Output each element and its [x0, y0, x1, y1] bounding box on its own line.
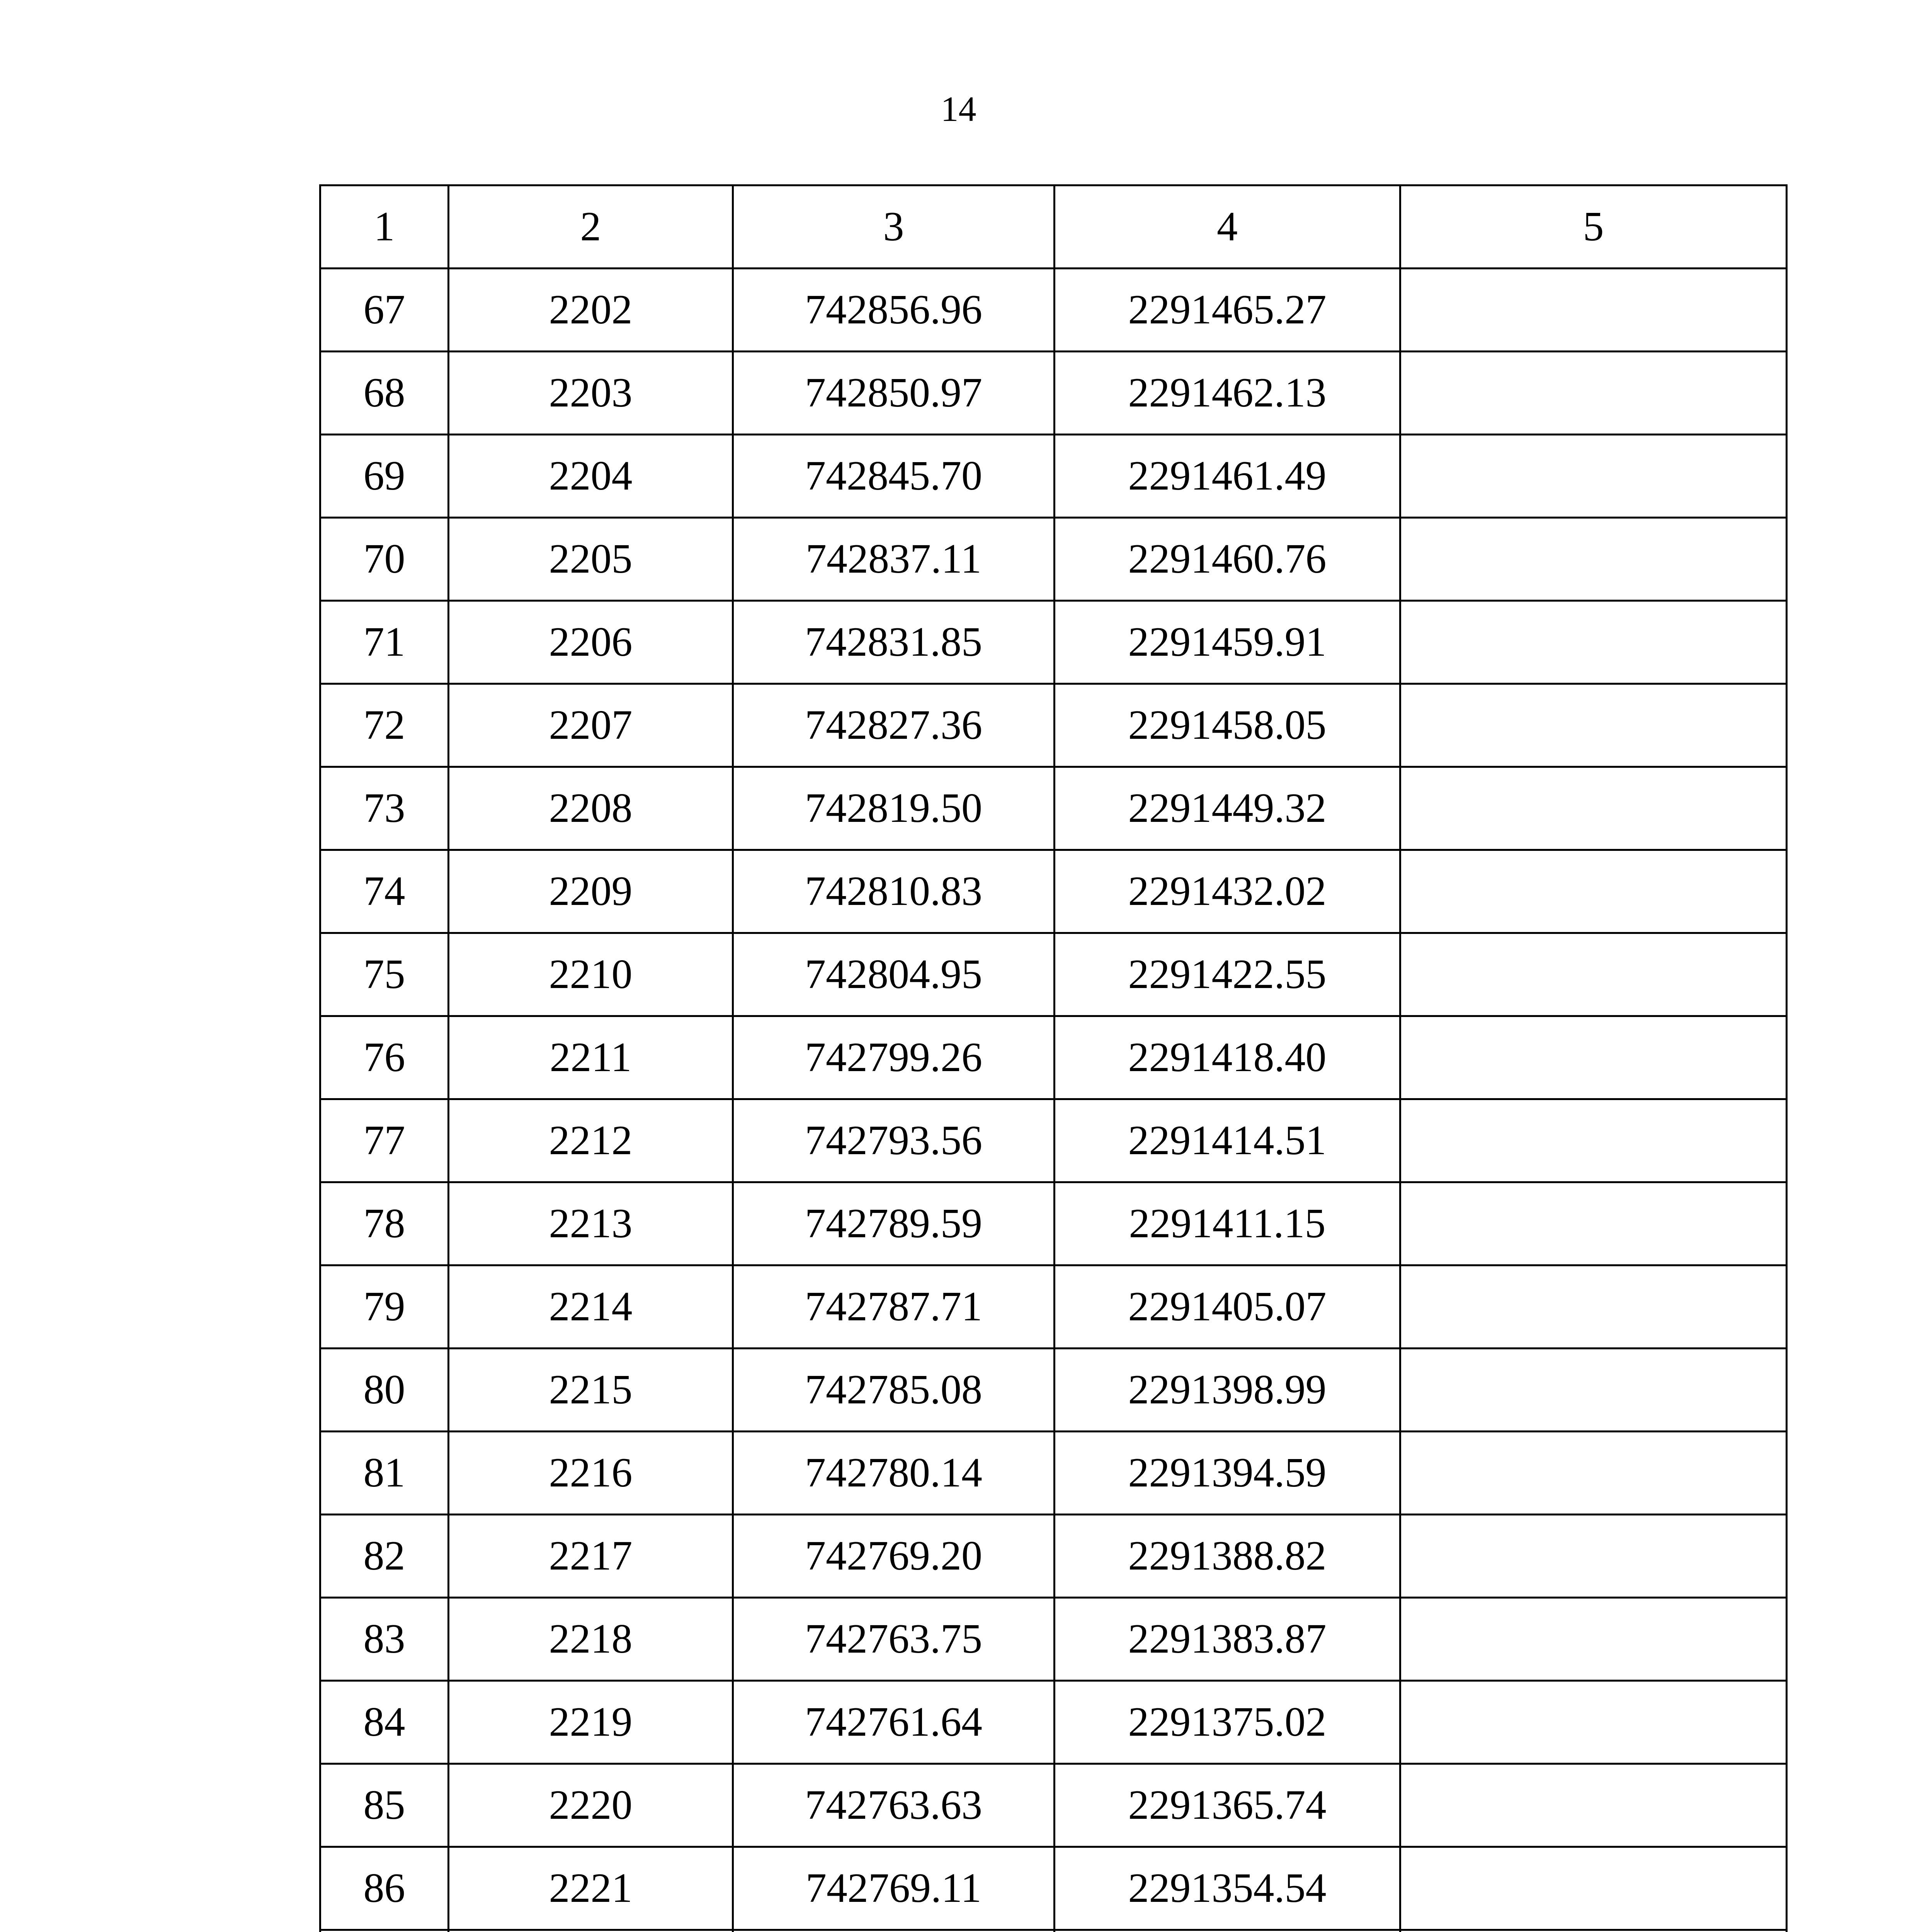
- x-coordinate-cell: 742789.59: [733, 1182, 1055, 1265]
- row-number-cell: 82: [320, 1515, 449, 1598]
- row-number-cell: 75: [320, 933, 449, 1016]
- coordinates-table: [319, 184, 1788, 1932]
- table-row: [320, 1598, 1787, 1681]
- row-number-cell: 78: [320, 1182, 449, 1265]
- y-coordinate-cell: 2291383.87: [1055, 1598, 1400, 1681]
- y-coordinate-cell: 2291465.27: [1055, 269, 1400, 352]
- x-coordinate-cell: 742787.71: [733, 1265, 1055, 1349]
- table-row: [320, 850, 1787, 933]
- x-coordinate-cell: 742810.83: [733, 850, 1055, 933]
- table-row: [320, 1432, 1787, 1515]
- table-row: [320, 435, 1787, 518]
- note-cell: [1400, 767, 1787, 850]
- coordinates-table-body: [320, 185, 1787, 1932]
- table-header-row: [320, 185, 1787, 269]
- table-row: [320, 1265, 1787, 1349]
- table-row: [320, 1099, 1787, 1182]
- row-number-cell: 83: [320, 1598, 449, 1681]
- x-coordinate-cell: 742837.11: [733, 518, 1055, 601]
- y-coordinate-cell: 2291411.15: [1055, 1182, 1400, 1265]
- row-number-cell: 74: [320, 850, 449, 933]
- note-cell: [1400, 1515, 1787, 1598]
- y-coordinate-cell: 2291458.05: [1055, 684, 1400, 767]
- note-cell: [1400, 850, 1787, 933]
- row-number-cell: 72: [320, 684, 449, 767]
- point-id-cell: 2210: [449, 933, 733, 1016]
- note-cell: [1400, 269, 1787, 352]
- point-id-cell: 2206: [449, 601, 733, 684]
- note-cell: [1400, 352, 1787, 435]
- note-cell: [1400, 1764, 1787, 1847]
- y-coordinate-cell: 2291375.02: [1055, 1681, 1400, 1764]
- row-number-cell: 73: [320, 767, 449, 850]
- note-cell: [1400, 1349, 1787, 1432]
- point-id-cell: 2215: [449, 1349, 733, 1432]
- point-id-cell: 2219: [449, 1681, 733, 1764]
- point-id-cell: 2220: [449, 1764, 733, 1847]
- page-number: 14: [941, 89, 976, 129]
- row-number-cell: 71: [320, 601, 449, 684]
- x-coordinate-cell: 742761.64: [733, 1681, 1055, 1764]
- x-coordinate-cell: 742845.70: [733, 435, 1055, 518]
- y-coordinate-cell: [1055, 1930, 1400, 1932]
- x-coordinate-cell: 742850.97: [733, 352, 1055, 435]
- header-cell-2: 2: [449, 185, 733, 269]
- header-cell-5: 5: [1400, 185, 1787, 269]
- note-cell: [1400, 1432, 1787, 1515]
- row-number-cell: 79: [320, 1265, 449, 1349]
- y-coordinate-cell: 2291414.51: [1055, 1099, 1400, 1182]
- x-coordinate-cell: 742780.14: [733, 1432, 1055, 1515]
- note-cell: [1400, 1265, 1787, 1349]
- table-row: [320, 1016, 1787, 1099]
- y-coordinate-cell: 2291459.91: [1055, 601, 1400, 684]
- note-cell: [1400, 1930, 1787, 1932]
- x-coordinate-cell: 742763.63: [733, 1764, 1055, 1847]
- point-id-cell: 2202: [449, 269, 733, 352]
- table-row: [320, 1349, 1787, 1432]
- point-id-cell: 2218: [449, 1598, 733, 1681]
- point-id-cell: 2208: [449, 767, 733, 850]
- table-row: [320, 1930, 1787, 1932]
- table-row: [320, 518, 1787, 601]
- row-number-cell: 77: [320, 1099, 449, 1182]
- x-coordinate-cell: 742856.96: [733, 269, 1055, 352]
- note-cell: [1400, 1099, 1787, 1182]
- table-row: [320, 352, 1787, 435]
- point-id-cell: 2216: [449, 1432, 733, 1515]
- note-cell: [1400, 435, 1787, 518]
- x-coordinate-cell: 742831.85: [733, 601, 1055, 684]
- y-coordinate-cell: 2291354.54: [1055, 1847, 1400, 1930]
- y-coordinate-cell: 2291388.82: [1055, 1515, 1400, 1598]
- y-coordinate-cell: 2291461.49: [1055, 435, 1400, 518]
- row-number-cell: 80: [320, 1349, 449, 1432]
- point-id-cell: 2214: [449, 1265, 733, 1349]
- header-cell-3: 3: [733, 185, 1055, 269]
- row-number-cell: 70: [320, 518, 449, 601]
- table-row: [320, 767, 1787, 850]
- row-number-cell: 67: [320, 269, 449, 352]
- y-coordinate-cell: 2291460.76: [1055, 518, 1400, 601]
- note-cell: [1400, 518, 1787, 601]
- table-row: [320, 1182, 1787, 1265]
- x-coordinate-cell: 742769.20: [733, 1515, 1055, 1598]
- point-id-cell: 2209: [449, 850, 733, 933]
- x-coordinate-cell: 742793.56: [733, 1099, 1055, 1182]
- note-cell: [1400, 1847, 1787, 1930]
- header-cell-1: 1: [320, 185, 449, 269]
- y-coordinate-cell: 2291398.99: [1055, 1349, 1400, 1432]
- row-number-cell: 76: [320, 1016, 449, 1099]
- y-coordinate-cell: 2291462.13: [1055, 352, 1400, 435]
- point-id-cell: 2205: [449, 518, 733, 601]
- x-coordinate-cell: 742799.26: [733, 1016, 1055, 1099]
- x-coordinate-cell: 742827.36: [733, 684, 1055, 767]
- point-id-cell: [449, 1930, 733, 1932]
- point-id-cell: 2211: [449, 1016, 733, 1099]
- note-cell: [1400, 1016, 1787, 1099]
- row-number-cell: 86: [320, 1847, 449, 1930]
- x-coordinate-cell: 742819.50: [733, 767, 1055, 850]
- table-row: [320, 601, 1787, 684]
- x-coordinate-cell: 742804.95: [733, 933, 1055, 1016]
- note-cell: [1400, 684, 1787, 767]
- table-row: [320, 1847, 1787, 1930]
- table-row: [320, 684, 1787, 767]
- x-coordinate-cell: [733, 1930, 1055, 1932]
- y-coordinate-cell: 2291422.55: [1055, 933, 1400, 1016]
- row-number-cell: 68: [320, 352, 449, 435]
- point-id-cell: 2221: [449, 1847, 733, 1930]
- y-coordinate-cell: 2291432.02: [1055, 850, 1400, 933]
- header-cell-4: 4: [1055, 185, 1400, 269]
- table-row: [320, 1764, 1787, 1847]
- row-number-cell: 69: [320, 435, 449, 518]
- row-number-cell: 85: [320, 1764, 449, 1847]
- table-row: [320, 269, 1787, 352]
- note-cell: [1400, 933, 1787, 1016]
- table-row: [320, 1515, 1787, 1598]
- point-id-cell: 2204: [449, 435, 733, 518]
- x-coordinate-cell: 742763.75: [733, 1598, 1055, 1681]
- table-row: [320, 1681, 1787, 1764]
- row-number-cell: 81: [320, 1432, 449, 1515]
- point-id-cell: 2217: [449, 1515, 733, 1598]
- point-id-cell: 2212: [449, 1099, 733, 1182]
- note-cell: [1400, 1182, 1787, 1265]
- x-coordinate-cell: 742769.11: [733, 1847, 1055, 1930]
- note-cell: [1400, 1681, 1787, 1764]
- y-coordinate-cell: 2291418.40: [1055, 1016, 1400, 1099]
- note-cell: [1400, 601, 1787, 684]
- point-id-cell: 2213: [449, 1182, 733, 1265]
- y-coordinate-cell: 2291405.07: [1055, 1265, 1400, 1349]
- note-cell: [1400, 1598, 1787, 1681]
- row-number-cell: 84: [320, 1681, 449, 1764]
- y-coordinate-cell: 2291394.59: [1055, 1432, 1400, 1515]
- point-id-cell: 2203: [449, 352, 733, 435]
- row-number-cell: [320, 1930, 449, 1932]
- table-row: [320, 933, 1787, 1016]
- y-coordinate-cell: 2291449.32: [1055, 767, 1400, 850]
- y-coordinate-cell: 2291365.74: [1055, 1764, 1400, 1847]
- point-id-cell: 2207: [449, 684, 733, 767]
- x-coordinate-cell: 742785.08: [733, 1349, 1055, 1432]
